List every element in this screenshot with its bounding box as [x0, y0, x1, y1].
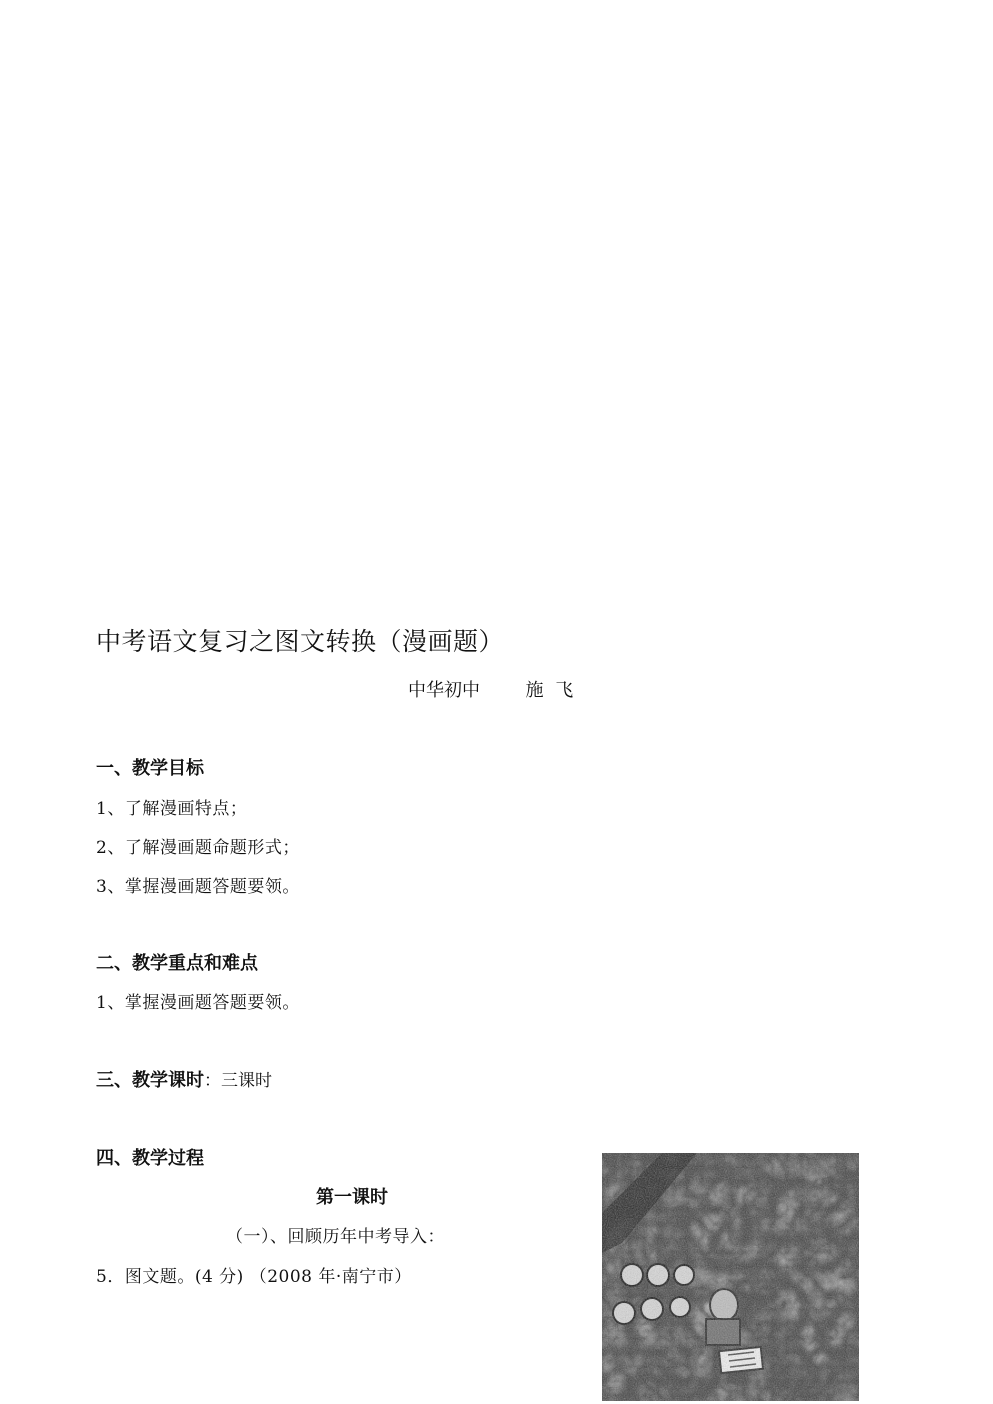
lesson-intro: （一）、回顾历年中考导入：: [226, 1227, 445, 1247]
goal-item-1: 1、了解漫画特点；: [96, 799, 248, 819]
class-hours-value: ：三课时: [204, 1071, 272, 1091]
document-title: 中考语文复习之图文转换（漫画题）: [96, 627, 505, 656]
key-point-item-1: 1、掌握漫画题答题要领。: [96, 993, 300, 1013]
goal-item-3: 3、掌握漫画题答题要领。: [96, 877, 300, 897]
section-heading-class-hours: [96, 1066, 272, 1092]
cartoon-image: [602, 1153, 859, 1401]
section-heading-goals: 一、教学目标: [96, 758, 204, 779]
question-line: 5．图文题。(4 分) （2008 年·南宁市）: [96, 1267, 412, 1287]
section-heading-key-points: 二、教学重点和难点: [96, 953, 258, 974]
author-school: 中华初中: [408, 680, 480, 701]
author-name: 施 飞: [525, 680, 574, 701]
goal-item-2: 2、了解漫画题命题形式；: [96, 838, 300, 858]
section-heading-process: 四、教学过程: [96, 1148, 204, 1169]
cartoon-photo-icon: [602, 1153, 859, 1401]
lesson-title: 第一课时: [316, 1187, 388, 1208]
author-line: [408, 676, 573, 702]
class-hours-label: 三、教学课时: [96, 1070, 204, 1091]
